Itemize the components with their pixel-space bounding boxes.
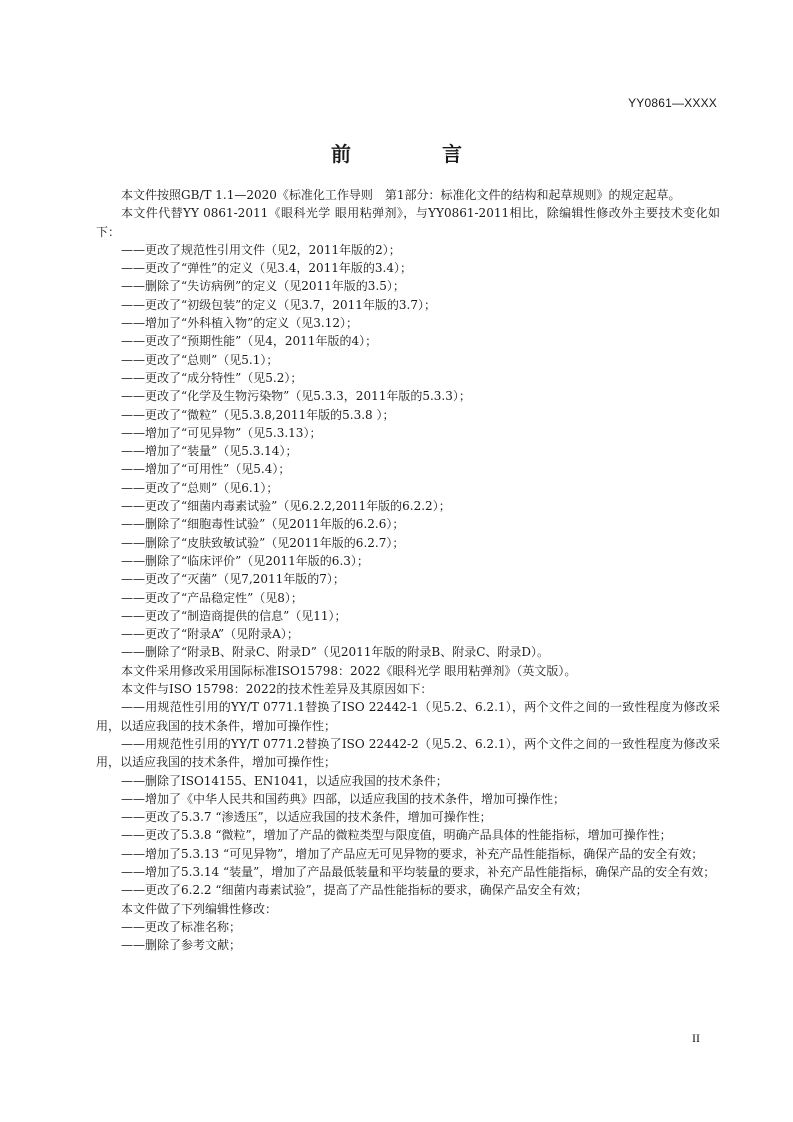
list-item: ——增加了5.3.14 “装量”，增加了产品最低装量和平均装量的要求，补充产品性能指标，确保产品的安全有效； bbox=[121, 864, 716, 879]
list-item: ——删除了“附录B、附录C、附录D”（见2011年版的附录B、附录C、附录D）。 bbox=[121, 645, 550, 660]
paragraph: 本文件与ISO 15798：2022的技术性差异及其原因如下： bbox=[121, 682, 433, 697]
list-item: ——更改了“灭菌”（见7,2011年版的7）； bbox=[121, 572, 345, 587]
list-item: ——更改了“化学及生物污染物”（见5.3.3，2011年版的5.3.3）； bbox=[121, 389, 471, 404]
list-item: ——更改了“初级包装”的定义（见3.7，2011年版的3.7）； bbox=[121, 297, 436, 312]
paragraph: 本文件做了下列编辑性修改： bbox=[121, 901, 278, 916]
page-number: II bbox=[692, 1031, 700, 1045]
list-item: ——更改了5.3.8 “微粒”，增加了产品的微粒类型与限度值，明确产品具体的性能指标，增加可操作性； bbox=[121, 828, 672, 843]
list-item: ——用规范性引用的YY/T 0771.1替换了ISO 22442-1（见5.2、6.2.1），两个文件之间的一致性程度为修改采用，以适应我国的技术条件，增加可操作性； bbox=[96, 700, 720, 733]
list-item: ——更改了“总则”（见6.1）； bbox=[121, 480, 279, 495]
list-item: ——更改了“产品稳定性”（见8）； bbox=[121, 590, 303, 605]
list-item: ——增加了5.3.13 “可见异物”，增加了产品应无可见异物的要求，补充产品性能指标，确保产品的安全有效； bbox=[121, 846, 704, 861]
list-item: ——更改了“细菌内毒素试验”（见6.2.2,2011年版的6.2.2）； bbox=[121, 499, 451, 514]
list-item: ——更改了“微粒”（见5.3.8,2011年版的5.3.8 ）； bbox=[121, 407, 395, 422]
list-item: ——更改了“预期性能”（见4，2011年版的4）； bbox=[121, 334, 378, 349]
list-item: ——更改了“附录A”（见附录A）； bbox=[121, 627, 299, 642]
paragraph: 本文件代替YY 0861-2011《眼科光学 眼用粘弹剂》，与YY0861-2011相比，除编辑性修改外主要技术变化如下： bbox=[96, 206, 720, 239]
list-item: ——增加了《中华人民共和国药典》四部，以适应我国的技术条件，增加可操作性； bbox=[121, 791, 566, 806]
page-title: 前 言 bbox=[331, 142, 504, 166]
list-item: ——增加了“可用性”（见5.4）； bbox=[121, 462, 291, 477]
list-item: ——删除了“细胞毒性试验”（见2011年版的6.2.6）； bbox=[121, 517, 405, 532]
foreword-body bbox=[96, 186, 720, 954]
list-item: ——删除了ISO14155、EN1041，以适应我国的技术条件； bbox=[121, 773, 448, 788]
header-code: YY0861—XXXX bbox=[628, 96, 717, 110]
list-item: ——删除了“皮肤致敏试验”（见2011年版的6.2.7）； bbox=[121, 535, 405, 550]
list-item: ——更改了“弹性”的定义（见3.4，2011年版的3.4）； bbox=[121, 261, 412, 276]
list-item: ——增加了“可见异物”（见5.3.13）； bbox=[121, 425, 322, 440]
list-item: ——删除了“失访病例”的定义（见2011年版的3.5）； bbox=[121, 279, 405, 294]
list-item: ——增加了“装量”（见5.3.14）； bbox=[121, 444, 298, 459]
list-item: ——更改了规范性引用文件（见2，2011年版的2）； bbox=[121, 242, 401, 257]
list-item: ——更改了6.2.2 “细菌内毒素试验”，提高了产品性能指标的要求，确保产品安全有效； bbox=[121, 883, 588, 898]
paragraph: 本文件按照GB/T 1.1—2020《标准化工作导则 第1部分：标准化文件的结构和起草规则》的规定起草。 bbox=[121, 188, 681, 202]
list-item: ——更改了“总则”（见5.1）； bbox=[121, 352, 279, 367]
list-item: ——增加了“外科植入物”的定义（见3.12）； bbox=[121, 316, 358, 331]
list-item: ——更改了标准名称； bbox=[121, 919, 242, 934]
list-item: ——删除了“临床评价”（见2011年版的6.3）； bbox=[121, 553, 369, 568]
list-item: ——用规范性引用的YY/T 0771.2替换了ISO 22442-2（见5.2、6.2.1），两个文件之间的一致性程度为修改采用，以适应我国的技术条件，增加可操作性； bbox=[96, 736, 720, 770]
list-item: ——更改了5.3.7 “渗透压”，以适应我国的技术条件，增加可操作性； bbox=[121, 810, 492, 825]
paragraph: 本文件采用修改采用国际标准ISO15798：2022《眼科光学 眼用粘弹剂》（英文版）。 bbox=[121, 663, 577, 678]
list-item: ——更改了“成分特性”（见5.2）； bbox=[121, 370, 303, 385]
list-item: ——更改了“制造商提供的信息”（见11）； bbox=[121, 608, 347, 623]
list-item: ——删除了参考文献； bbox=[121, 938, 242, 953]
